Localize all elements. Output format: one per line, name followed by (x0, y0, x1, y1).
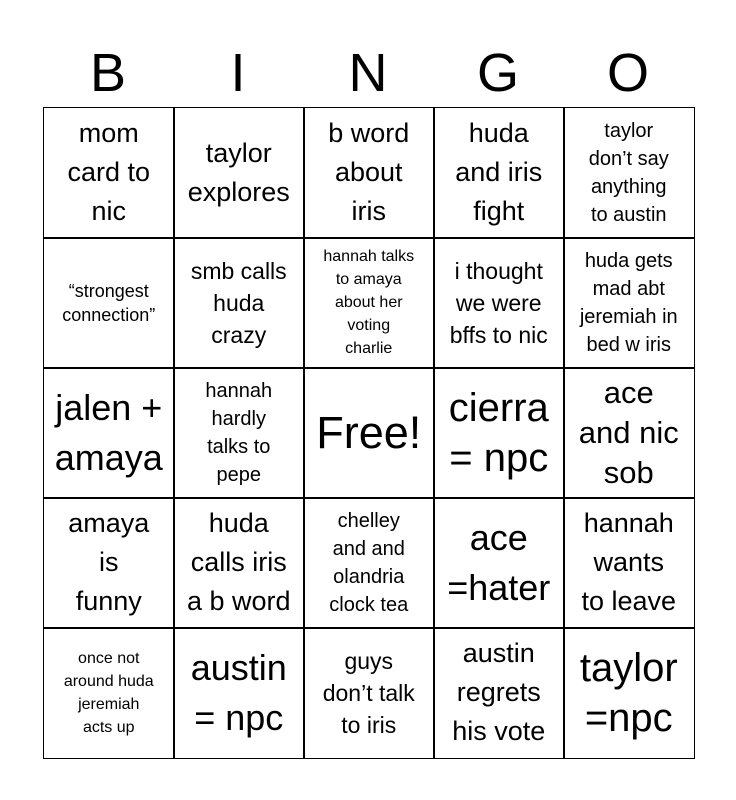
bingo-cell[interactable] (173, 367, 305, 499)
header-letter-o: O (606, 43, 649, 103)
cell-text: i thought we were bffs to nic (449, 257, 548, 348)
cell-text: ace =hater (447, 516, 551, 608)
bingo-cell[interactable] (433, 367, 565, 499)
free-space[interactable] (303, 367, 435, 499)
cell-text: mom card to nic (67, 118, 151, 227)
bingo-cell[interactable] (563, 497, 695, 629)
cell-text: austin = npc (190, 646, 287, 738)
bingo-cell[interactable] (173, 627, 305, 759)
bingo-cell[interactable] (303, 497, 435, 629)
cell-text: “strongest connection” (62, 280, 156, 325)
header-letter-g: G (476, 43, 519, 103)
cell-text: taylor don’t say anything to austin (588, 119, 669, 226)
bingo-cell[interactable] (173, 107, 305, 239)
cell-text: guys don’t talk to iris (322, 647, 415, 738)
cell-text: huda and iris fight (455, 118, 543, 227)
bingo-cell[interactable] (433, 497, 565, 629)
bingo-cell[interactable] (43, 627, 175, 759)
bingo-cell[interactable] (563, 237, 695, 369)
cell-text: chelley and and olandria clock tea (329, 509, 409, 616)
cell-text: hannah talks to amaya about her voting charlie (323, 248, 415, 358)
header-letter-b: B (89, 43, 127, 103)
bingo-cell[interactable] (303, 237, 435, 369)
bingo-cell[interactable] (433, 237, 565, 369)
bingo-cell[interactable] (173, 497, 305, 629)
cell-text: taylor explores (187, 137, 290, 207)
cell-text: taylor =npc (579, 645, 678, 740)
bingo-grid (43, 107, 693, 757)
bingo-cell[interactable] (43, 367, 175, 499)
bingo-cell[interactable] (303, 107, 435, 239)
cell-text: jalen + amaya (54, 386, 163, 478)
cell-text: ace and nic sob (578, 374, 679, 490)
cell-text: cierra = npc (448, 385, 549, 480)
bingo-header (43, 38, 693, 108)
bingo-cell[interactable] (563, 627, 695, 759)
header-letter-n: N (348, 43, 388, 103)
header-letter-i: I (230, 43, 246, 103)
cell-text: Free! (316, 407, 422, 459)
bingo-cell[interactable] (433, 107, 565, 239)
bingo-cell[interactable] (303, 627, 435, 759)
cell-text: hannah wants to leave (581, 508, 677, 617)
cell-text: b word about iris (328, 118, 410, 227)
cell-text: austin regrets his vote (452, 638, 546, 747)
cell-text: huda calls iris a b word (186, 508, 291, 617)
bingo-cell[interactable] (173, 237, 305, 369)
cell-text: amaya is funny (68, 508, 150, 617)
cell-text: smb calls huda crazy (190, 257, 287, 348)
bingo-cell[interactable] (563, 107, 695, 239)
bingo-cell[interactable] (563, 367, 695, 499)
bingo-cell[interactable] (43, 497, 175, 629)
cell-text: hannah hardly talks to pepe (205, 379, 273, 486)
bingo-cell[interactable] (433, 627, 565, 759)
bingo-cell[interactable] (43, 237, 175, 369)
bingo-cell[interactable] (43, 107, 175, 239)
cell-text: once not around huda jeremiah acts up (63, 649, 154, 736)
cell-text: huda gets mad abt jeremiah in bed w iris (579, 249, 678, 356)
